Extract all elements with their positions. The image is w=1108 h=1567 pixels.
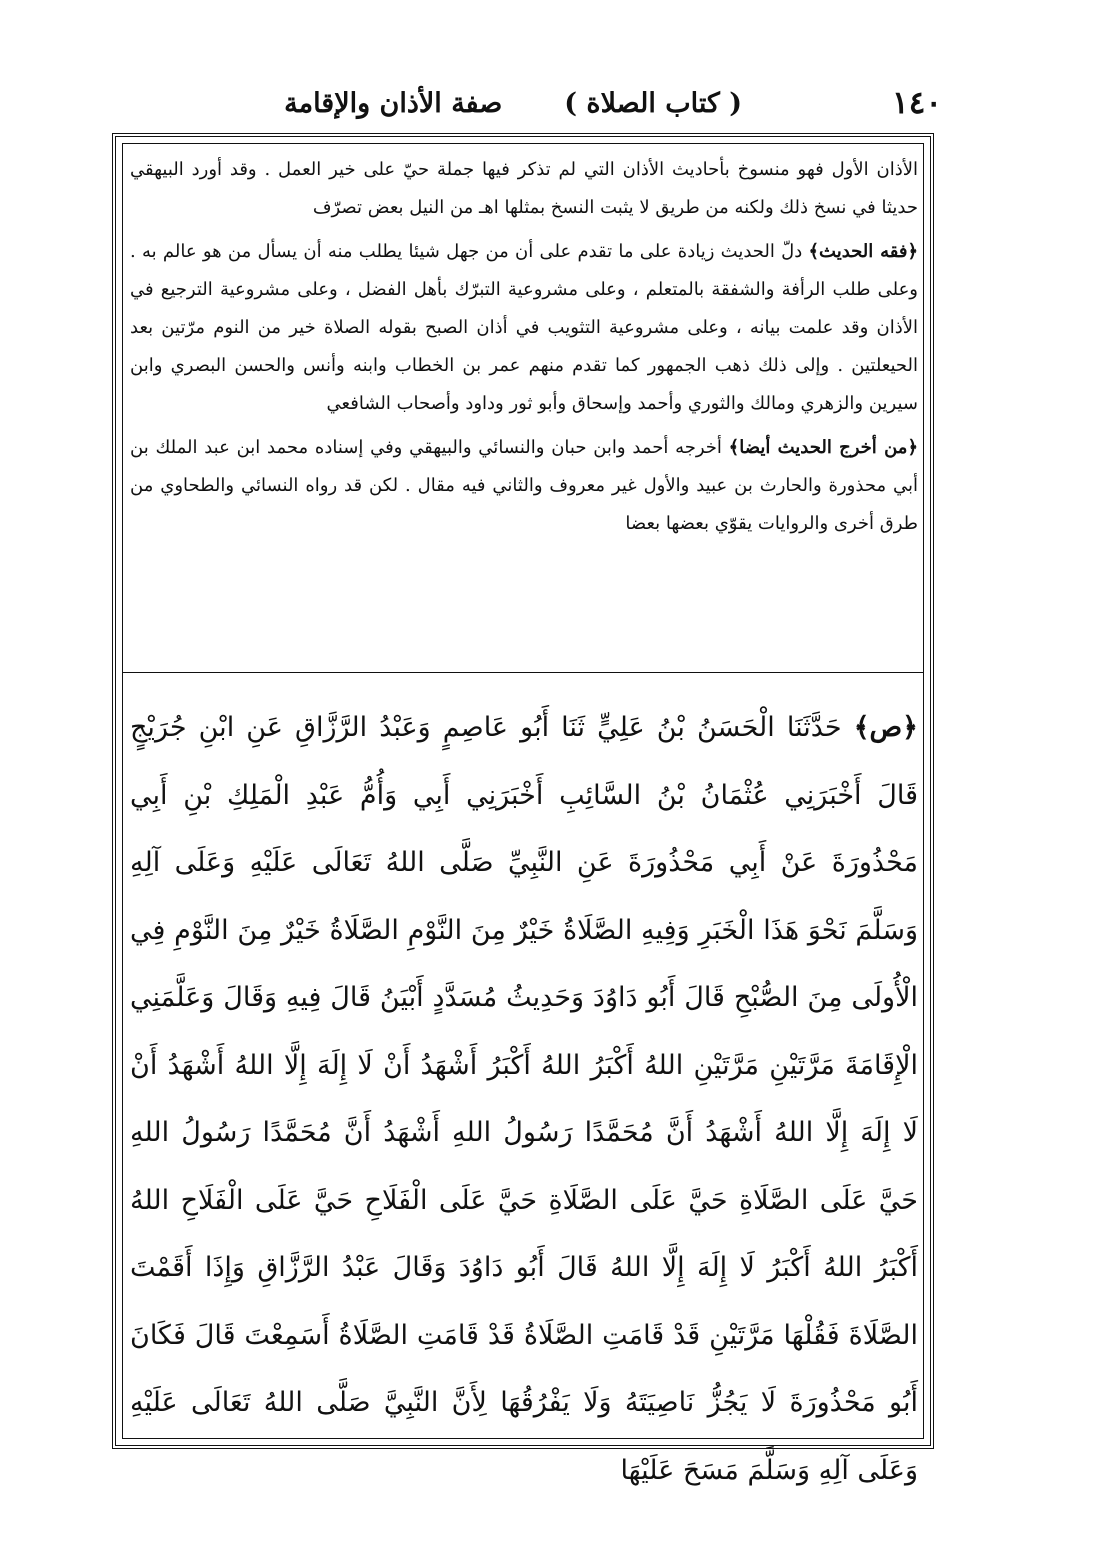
- hadith-label: ﴿ص﴾: [853, 712, 918, 743]
- book-title: ( كتاب الصلاة ): [564, 87, 743, 119]
- page-header: [112, 78, 942, 128]
- section-label: ﴿فقه الحديث﴾: [808, 241, 918, 262]
- section-label: ﴿من أخرج الحديث أيضا﴾: [728, 437, 918, 458]
- commentary-paragraph: [130, 429, 918, 543]
- commentary-text: دلّ الحديث زيادة على ما تقدم على أن من جهل شيئا يطلب منه أن يسأل من هو عالم به . وعلى طلب الرأفة والشفقة بالمتعلم ، وعلى مشروعية التبرّك بأهل الفضل ، وعلى مشروعية الترجيع في الأذان وقد علمت بيانه ، وعلى مشروعية التثويب في أذان الصبح بقوله الصلاة خير من النوم مرّتين بعد الحيعلتين . وإلى ذلك ذهب الجمهور كما تقدم منهم عمر بن الخطاب وابنه وأنس والحسن البصري وابن سيرين والزهري ومالك والثوري وأحمد وإسحاق وأبو ثور وداود وأصحاب الشافعي: [130, 241, 918, 414]
- commentary-section: [130, 151, 918, 543]
- commentary-paragraph: [130, 151, 918, 227]
- chapter-title: صفة الأذان والإقامة: [284, 87, 503, 119]
- section-divider: [122, 672, 924, 673]
- commentary-paragraph: [130, 233, 918, 423]
- commentary-text: الأذان الأول فهو منسوخ بأحاديث الأذان التي لم تذكر فيها جملة حيّ على خير العمل . وقد أورد البيهقي حديثا في نسخ ذلك ولكنه من طريق لا يثبت النسخ بمثلها اهـ من النيل بعض تصرّف: [130, 159, 918, 218]
- hadith-section: [130, 694, 918, 1504]
- hadith-paragraph: [130, 694, 918, 1504]
- page-number: ١٤٠: [892, 85, 942, 121]
- commentary-text: أخرجه أحمد وابن حبان والنسائي والبيهقي وفي إسناده محمد ابن عبد الملك بن أبي محذورة والحارث بن عبيد والأول غير معروف والثاني فيه مقال . لكن قد رواه النسائي والطحاوي من طرق أخرى والروايات يقوّي بعضها بعضا: [130, 437, 918, 534]
- hadith-text: حَدَّثَنَا الْحَسَنُ بْنُ عَلِيٍّ ثَنَا أَبُو عَاصِمٍ وَعَبْدُ الرَّزَّاقِ عَنِ ابْنِ جُرَيْجٍ قَالَ أَخْبَرَنِي عُثْمَانُ بْنُ السَّائِبِ أَخْبَرَنِي أَبِي وَأُمُّ عَبْدِ الْمَلِكِ بْنِ أَبِي مَحْذُورَةَ عَنْ أَبِي مَحْذُورَةَ عَنِ النَّبِيِّ صَلَّى اللهُ تَعَالَى عَلَيْهِ وَعَلَى آلِهِ وَسَلَّمَ نَحْوَ هَذَا الْخَبَرِ وَفِيهِ الصَّلَاةُ خَيْرٌ مِنَ النَّوْمِ الصَّلَاةُ خَيْرٌ مِنَ النَّوْمِ فِي الْأُولَى مِنَ الصُّبْحِ قَالَ أَبُو دَاوُدَ وَحَدِيثُ مُسَدَّدٍ أَبْيَنُ قَالَ فِيهِ وَقَالَ وَعَلَّمَنِي الْإِقَامَةَ مَرَّتَيْنِ مَرَّتَيْنِ اللهُ أَكْبَرُ اللهُ أَكْبَرُ أَشْهَدُ أَنْ لَا إِلَهَ إِلَّا اللهُ أَشْهَدُ أَنْ لَا إِلَهَ إِلَّا اللهُ أَشْهَدُ أَنَّ مُحَمَّدًا رَسُولُ اللهِ أَشْهَدُ أَنَّ مُحَمَّدًا رَسُولُ اللهِ حَيَّ عَلَى الصَّلَاةِ حَيَّ عَلَى الصَّلَاةِ حَيَّ عَلَى الْفَلَاحِ حَيَّ عَلَى الْفَلَاحِ اللهُ أَكْبَرُ اللهُ أَكْبَرُ لَا إِلَهَ إِلَّا اللهُ قَالَ أَبُو دَاوُدَ وَقَالَ عَبْدُ الرَّزَّاقِ وَإِذَا أَقَمْتَ الصَّلَاةَ فَقُلْهَا مَرَّتَيْنِ قَدْ قَامَتِ الصَّلَاةُ قَدْ قَامَتِ الصَّلَاةُ أَسَمِعْتَ قَالَ فَكَانَ أَبُو مَحْذُورَةَ لَا يَجُزُّ نَاصِيَتَهُ وَلَا يَفْرُقُهَا لِأَنَّ النَّبِيَّ صَلَّى اللهُ تَعَالَى عَلَيْهِ وَعَلَى آلِهِ وَسَلَّمَ مَسَحَ عَلَيْهَا: [130, 712, 918, 1486]
